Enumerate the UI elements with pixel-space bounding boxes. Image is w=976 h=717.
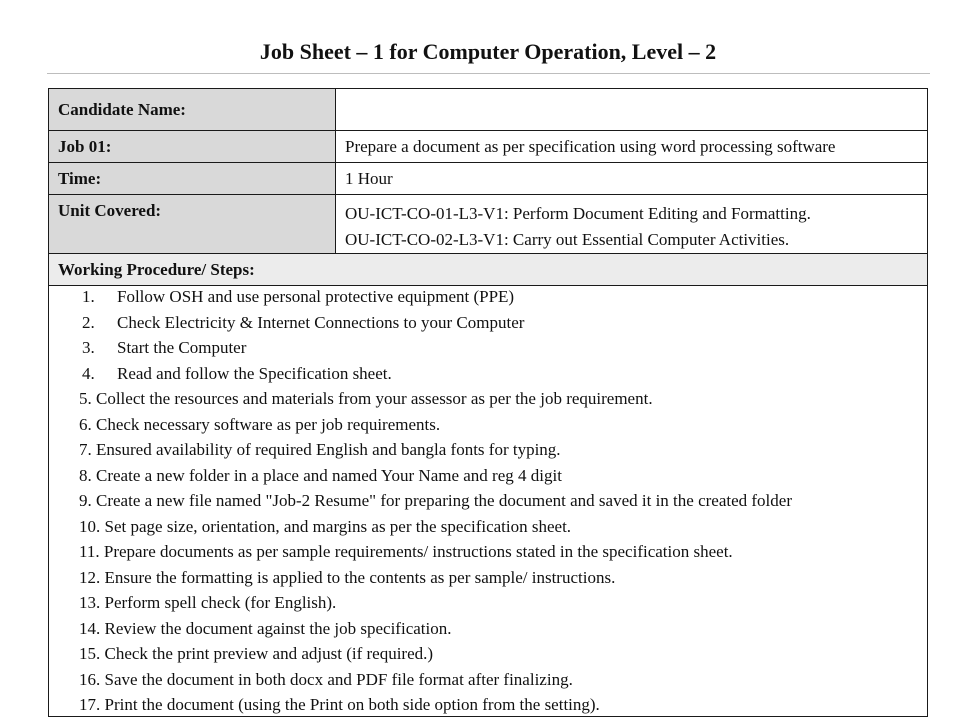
job-sheet-table <box>48 88 928 717</box>
title-divider <box>47 73 930 74</box>
candidate-name-value <box>336 89 928 131</box>
list-item <box>82 312 524 334</box>
time-label: Time: <box>49 163 336 195</box>
list-item: 9. Create a new file named "Job-2 Resume" for preparing the document and saved it in the created folder <box>79 491 792 510</box>
step-number: 3. <box>82 338 95 357</box>
job-value: Prepare a document as per specification using word processing software <box>336 131 928 163</box>
unit-line: OU-ICT-CO-01-L3-V1: Perform Document Editing and Formatting. <box>345 204 811 223</box>
job-label: Job 01: <box>49 131 336 163</box>
unit-covered-value <box>336 195 928 254</box>
unit-covered-label: Unit Covered: <box>49 195 336 254</box>
row-time <box>49 163 928 195</box>
page-title: Job Sheet – 1 for Computer Operation, Level – 2 <box>259 39 717 64</box>
row-unit-covered <box>49 195 928 254</box>
row-procedure-header <box>49 254 928 286</box>
unit-line: OU-ICT-CO-02-L3-V1: Carry out Essential Computer Activities. <box>345 230 790 249</box>
step-text: Follow OSH and use personal protective equipment (PPE) <box>117 287 515 306</box>
steps-cell <box>49 286 928 717</box>
list-item <box>82 286 514 308</box>
list-item: 12. Ensure the formatting is applied to the contents as per sample/ instructions. <box>79 567 616 587</box>
step-number: 1. <box>82 287 95 306</box>
list-item: 16. Save the document in both docx and PDF file format after finalizing. <box>79 669 573 689</box>
list-item <box>82 337 246 359</box>
list-item: 5. Collect the resources and materials from your assessor as per the job requirement. <box>79 389 653 408</box>
list-item: 6. Check necessary software as per job requirements. <box>79 414 441 434</box>
step-number: 2. <box>82 312 95 332</box>
steps-list <box>49 286 927 716</box>
step-text: Start the Computer <box>117 338 247 357</box>
procedure-label: Working Procedure/ Steps: <box>49 254 928 286</box>
list-item: 10. Set page size, orientation, and margins as per the specification sheet. <box>79 516 572 536</box>
row-candidate-name <box>49 89 928 131</box>
list-item <box>82 363 392 385</box>
step-number: 4. <box>82 363 95 383</box>
list-item: 15. Check the print preview and adjust (if required.) <box>79 644 434 663</box>
list-item: 13. Perform spell check (for English). <box>79 593 337 612</box>
time-value: 1 Hour <box>336 163 928 195</box>
step-text: Check Electricity & Internet Connections to your Computer <box>117 312 525 332</box>
step-text: Read and follow the Specification sheet. <box>117 363 392 383</box>
candidate-name-label: Candidate Name: <box>49 89 336 131</box>
list-item: 7. Ensured availability of required English and bangla fonts for typing. <box>79 440 561 459</box>
list-item: 11. Prepare documents as per sample requirements/ instructions stated in the specification sheet. <box>79 542 733 561</box>
row-steps <box>49 286 928 717</box>
list-item: 14. Review the document against the job specification. <box>79 618 452 638</box>
list-item: 8. Create a new folder in a place and named Your Name and reg 4 digit <box>79 465 562 485</box>
list-item: 17. Print the document (using the Print on both side option from the setting). <box>79 695 600 714</box>
row-job <box>49 131 928 163</box>
